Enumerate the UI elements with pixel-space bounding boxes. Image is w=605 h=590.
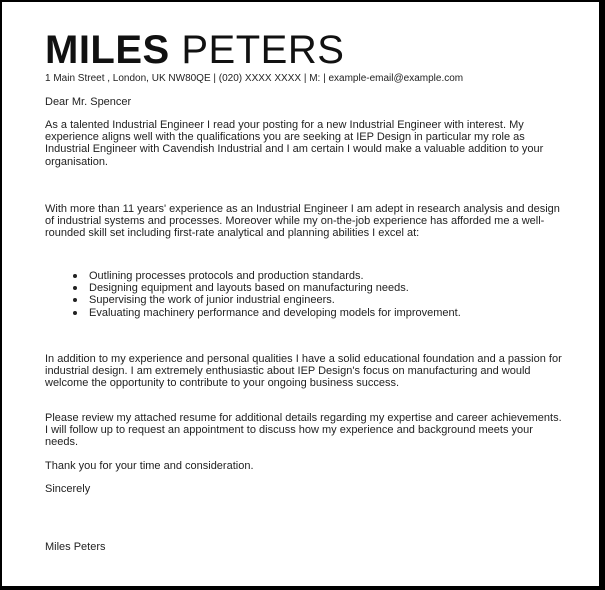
list-item: Designing equipment and layouts based on manufacturing needs. (89, 282, 565, 294)
salutation: Dear Mr. Spencer (45, 96, 132, 108)
paragraph-follow-up: Please review my attached resume for additional details regarding my expertise and career achievements. I will follow up to request an appointment to discuss how my experience and background meets your needs. (45, 412, 562, 449)
list-item: Supervising the work of junior industrial engineers. (89, 294, 565, 306)
paragraph-thanks: Thank you for your time and consideration. (45, 460, 254, 472)
list-item: Outlining processes protocols and production standards. (89, 270, 565, 282)
paragraph-education: In addition to my experience and personal qualities I have a solid educational foundation and a passion for industrial design. I am extremely enthusiastic about IEP Design's focus on manufacturing and would welcome the opportunity to contribute to your ongoing business success. (45, 353, 562, 390)
paragraph-intro: As a talented Industrial Engineer I read your posting for a new Industrial Engineer with interest. My experience aligns well with the qualifications you are seeking at IEP Design in particular my role as Industrial Engineer with Cavendish Industrial and I am certain I would make a valuable addition to your organisation. (45, 119, 544, 168)
first-name: MILES (45, 28, 170, 72)
skills-list (45, 270, 565, 319)
paragraph-experience: With more than 11 years' experience as an Industrial Engineer I am adept in research analysis and design of industrial systems and processes. Moreover while my on-the-job experience has afforded me a well-rounded skill set including first-rate analytical and planning abilities I excel at: (45, 203, 560, 240)
applicant-name (45, 30, 344, 70)
signature-name: Miles Peters (45, 541, 106, 553)
letter-page (2, 2, 599, 586)
contact-line: 1 Main Street , London, UK NW80QE | (020) XXXX XXXX | M: | example-email@example.com (45, 73, 464, 84)
closing: Sincerely (45, 483, 91, 495)
last-name: PETERS (181, 28, 345, 72)
list-item: Evaluating machinery performance and developing models for improvement. (89, 307, 565, 319)
